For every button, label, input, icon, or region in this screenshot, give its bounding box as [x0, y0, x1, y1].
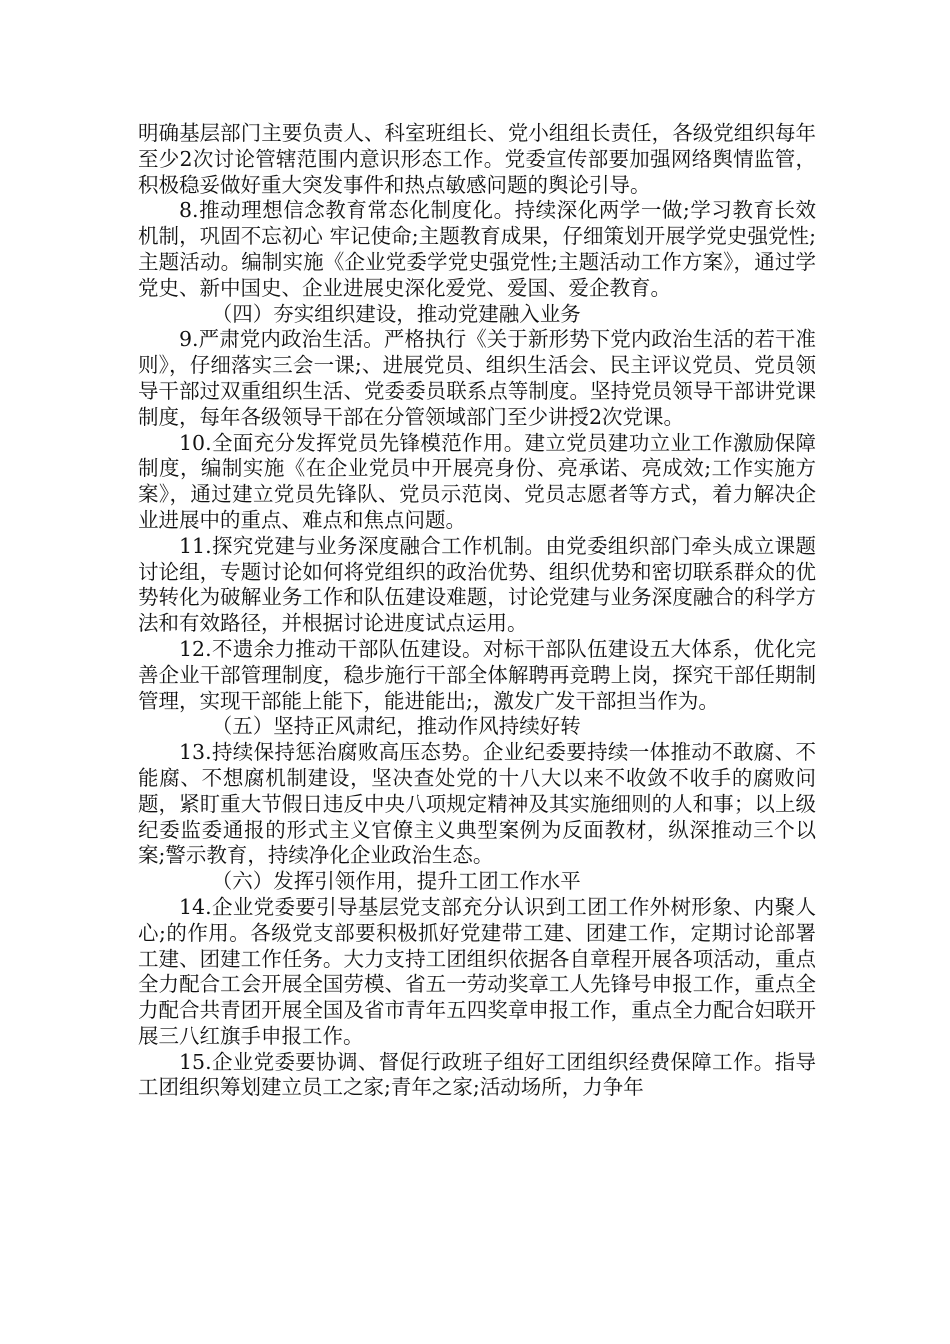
paragraph-item-11: 11.探究党建与业务深度融合工作机制。由党委组织部门牵头成立课题讨论组，专题讨论如何将党组织的政治优势、组织优势和密切联系群众的优势转化为破解业务工作和队伍建设难题，讨论党建与业务深度融合的科学方法和有效路径，并根据讨论进度试点运用。 [138, 533, 816, 636]
paragraph-item-9: 9.严肃党内政治生活。严格执行《关于新形势下党内政治生活的若干准则》，仔细落实三会一课;、进展党员、组织生活会、民主评议党员、党员领导干部过双重组织生活、党委委员联系点等制度。坚持党员领导干部讲党课制度，每年各级领导干部在分管领域部门至少讲授2次党课。 [138, 327, 816, 429]
paragraph-continuation: 明确基层部门主要负责人、科室班组长、党小组组长责任，各级党组织每年至少2次讨论管辖范围内意识形态工作。党委宣传部要加强网络舆情监管，积极稳妥做好重大突发事件和热点敏感问题的舆论引导。 [138, 121, 816, 197]
paragraph-item-10: 10.全面充分发挥党员先锋模范作用。建立党员建功立业工作激励保障制度，编制实施《在企业党员中开展亮身份、亮承诺、亮成效;工作实施方案》，通过建立党员先锋队、党员示范岗、党员志愿者等方式，着力解决企业进展中的重点、难点和焦点问题。 [138, 430, 816, 532]
paragraph-item-8: 8.推动理想信念教育常态化制度化。持续深化两学一做;学习教育长效机制，巩固不忘初心 牢记使命;主题教育成果，仔细策划开展学党史强党性;主题活动。编制实施《企业党委学党史强党性;主题活动工作方案》，通过学党史、新中国史、企业进展史深化爱党、爱国、爱企教育。 [138, 198, 816, 300]
paragraph-item-13: 13.持续保持惩治腐败高压态势。企业纪委要持续一体推动不敢腐、不能腐、不想腐机制建设，坚决查处党的十八大以来不收敛不收手的腐败问题，紧盯重大节假日违反中央八项规定精神及其实施细则的人和事；以上级纪委监委通报的形式主义官僚主义典型案例为反面教材，纵深推动三个以案;警示教育，持续净化企业政治生态。 [138, 740, 816, 868]
paragraph-item-14: 14.企业党委要引导基层党支部充分认识到工团工作外树形象、内聚人心;的作用。各级党支部要积极抓好党建带工建、团建工作，定期讨论部署工建、团建工作任务。大力支持工团组织依据各自章程开展各项活动，重点全力配合工会开展全国劳模、省五一劳动奖章工人先锋号申报工作，重点全力配合共青团开展全国及省市青年五四奖章申报工作，重点全力配合妇联开展三八红旗手申报工作。 [138, 894, 816, 1048]
document-page [138, 121, 816, 1101]
paragraph-item-12: 12.不遗余力推动干部队伍建设。对标干部队伍建设五大体系，优化完善企业干部管理制度，稳步施行干部全体解聘再竞聘上岗，探究干部任期制管理，实现干部能上能下，能进能出;，激发广发干部担当作为。 [138, 636, 816, 713]
paragraph-item-15: 15.企业党委要协调、督促行政班子组好工团组织经费保障工作。指导工团组织筹划建立员工之家;青年之家;活动场所，力争年 [138, 1049, 816, 1100]
section-heading-6: （六）发挥引领作用，提升工团工作水平 [211, 869, 581, 894]
section-heading-4: （四）夯实组织建设，推动党建融入业务 [211, 301, 581, 326]
section-heading-5: （五）坚持正风肃纪，推动作风持续好转 [211, 714, 581, 739]
